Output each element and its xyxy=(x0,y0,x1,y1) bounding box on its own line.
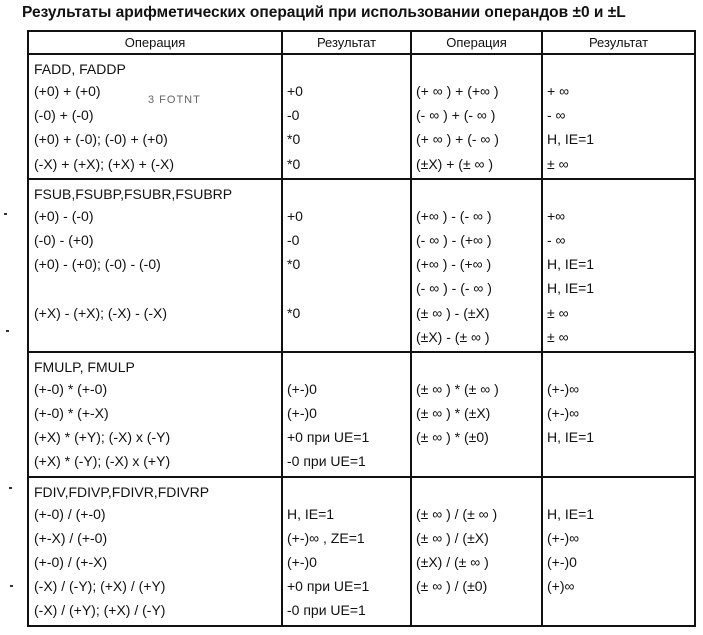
table-cell-line: (-X) + (+X); (+X) + (-X) xyxy=(34,155,175,172)
table-cell-line: H, IE=1 xyxy=(547,429,595,446)
table-cell-line: +0 xyxy=(287,207,303,224)
margin-mark xyxy=(6,330,9,332)
table-cell-line: ± ∞ xyxy=(547,155,569,172)
table-cell-line: (+-)∞ xyxy=(547,380,580,397)
group-name: FDIV,FDIVP,FDIVR,FDIVRP xyxy=(34,483,210,500)
table-cell-line: (- ∞ ) + (- ∞ ) xyxy=(416,107,496,124)
table-cell-line: (± ∞ ) / (±X) xyxy=(416,529,489,546)
table-cell-line: H, IE=1 xyxy=(287,505,335,522)
result-cell xyxy=(542,477,695,626)
table-cell-line: ± ∞ xyxy=(547,328,569,345)
table-cell-line: (+X) - (+X); (-X) - (-X) xyxy=(34,304,167,321)
table-cell-line: +0 при UE=1 xyxy=(287,429,370,446)
result-cell xyxy=(542,179,695,352)
table-cell-line: (+-)∞ xyxy=(547,405,580,422)
group-name-spacer xyxy=(547,59,690,79)
group-row xyxy=(28,352,695,477)
group-name-spacer xyxy=(416,357,537,377)
group-name-spacer xyxy=(287,357,406,377)
table-cell-line: (+)∞ xyxy=(547,578,575,595)
operation-cell xyxy=(411,352,542,477)
operation-cell xyxy=(411,477,542,626)
group-name-spacer xyxy=(287,59,406,79)
table-cell-line: (+-)0 xyxy=(287,380,317,397)
table-cell-line: +0 xyxy=(287,83,303,99)
result-cell xyxy=(542,352,695,477)
table-cell-line xyxy=(416,598,537,622)
header-result-1: Результат xyxy=(282,31,411,54)
group-row xyxy=(28,179,695,352)
table-cell-line: (+-X) / (+-0) xyxy=(34,529,108,546)
table-cell-line: (±X) / (± ∞ ) xyxy=(416,554,489,570)
operation-cell xyxy=(411,179,542,352)
table-cell-line: *0 xyxy=(287,256,301,273)
table-cell-line: (+-)∞ xyxy=(547,529,580,546)
header-operation-2: Операция xyxy=(411,31,542,54)
result-cell xyxy=(282,54,411,179)
table-cell-line: (-X) / (-Y); (+X) / (+Y) xyxy=(34,578,166,595)
table-cell-line: (+-)0 xyxy=(287,405,317,422)
table-cell-line: (+-0) / (+-X) xyxy=(34,554,108,570)
table-cell-line: (+0) + (+0) xyxy=(34,83,101,99)
table-cell-line: H, IE=1 xyxy=(547,280,595,297)
group-name-spacer xyxy=(547,482,690,502)
table-cell-line: (±X) + (± ∞ ) xyxy=(416,155,494,172)
header-row xyxy=(28,31,695,54)
group-name: FSUB,FSUBP,FSUBR,FSUBRP xyxy=(34,185,233,202)
table-cell-line: -0 xyxy=(287,107,300,124)
table-cell-line xyxy=(547,598,690,622)
table-cell-line: (+-)0 xyxy=(287,554,317,570)
group-name-spacer xyxy=(547,184,690,204)
operations-table xyxy=(27,30,696,627)
result-cell xyxy=(542,54,695,179)
table-cell-line: ± ∞ xyxy=(547,304,569,321)
operation-cell xyxy=(28,179,282,352)
table-cell-line: (± ∞ ) / (±0) xyxy=(416,578,488,595)
table-cell-line xyxy=(287,325,406,349)
table-cell-line xyxy=(34,325,277,349)
table-cell-line: (+∞ ) - (+∞ ) xyxy=(416,256,492,273)
table-cell-line: -0 xyxy=(287,231,300,248)
table-cell-line: (+-)0 xyxy=(547,554,577,570)
margin-mark xyxy=(9,487,12,489)
table-body xyxy=(28,54,695,626)
table-cell-line: (- ∞ ) - (- ∞ ) xyxy=(416,280,492,297)
table-cell-line: (+-0) * (+-X) xyxy=(34,405,109,422)
table-cell-line xyxy=(34,276,277,300)
table-cell-line: (+∞ ) - (- ∞ ) xyxy=(416,207,492,224)
operation-cell xyxy=(411,54,542,179)
table-cell-line: (-0) + (-0) xyxy=(34,107,94,124)
table-cell-line: (+ ∞ ) + (+∞ ) xyxy=(416,83,499,99)
result-cell xyxy=(282,477,411,626)
header-operation-1: Операция xyxy=(28,31,282,54)
table-cell-line: (+-)∞ , ZE=1 xyxy=(287,529,365,546)
table-cell-line: - ∞ xyxy=(547,231,566,248)
table-cell-line: - ∞ xyxy=(547,107,566,124)
operation-cell xyxy=(28,352,282,477)
margin-mark xyxy=(4,213,7,215)
table-cell-line: (+0) - (-0) xyxy=(34,207,94,224)
table-cell-line: *0 xyxy=(287,131,301,148)
result-cell xyxy=(282,179,411,352)
table-cell-line: (+-0) * (+-0) xyxy=(34,380,108,397)
table-cell-line: (± ∞ ) / (± ∞ ) xyxy=(416,505,498,522)
table-cell-line: -0 при UE=1 xyxy=(287,453,366,470)
table-cell-line: (+0) - (+0); (-0) - (-0) xyxy=(34,256,161,273)
margin-mark xyxy=(10,585,13,587)
table-cell-line xyxy=(416,449,537,473)
table-cell-line xyxy=(547,449,690,473)
table-cell-line: (± ∞ ) - (±X) xyxy=(416,304,490,321)
group-name: FMULP, FMULP xyxy=(34,358,135,375)
table-cell-line: (- ∞ ) - (+∞ ) xyxy=(416,231,492,248)
table-cell-line: (+ ∞ ) + (- ∞ ) xyxy=(416,131,499,148)
header-result-2: Результат xyxy=(542,31,695,54)
table-cell-line: H, IE=1 xyxy=(547,505,595,522)
page-title: Результаты арифметических операций при использовании операндов ±0 и ±L xyxy=(22,4,626,21)
group-name-spacer xyxy=(416,59,537,79)
table-cell-line: (+0) + (-0); (-0) + (+0) xyxy=(34,131,168,148)
group-row xyxy=(28,54,695,179)
table-cell-line: (-X) / (+Y); (+X) / (-Y) xyxy=(34,602,166,619)
table-cell-line: (-0) - (+0) xyxy=(34,231,94,248)
table-cell-line: H, IE=1 xyxy=(547,131,595,148)
group-name-spacer xyxy=(416,482,537,502)
table-cell-line: (+X) * (-Y); (-X) x (+Y) xyxy=(34,453,171,470)
table-cell-line: -0 при UE=1 xyxy=(287,602,366,619)
group-name-spacer xyxy=(287,184,406,204)
operation-cell xyxy=(28,477,282,626)
table-cell-line: (± ∞ ) * (± ∞ ) xyxy=(416,380,499,397)
table-cell-line: (+-0) / (+-0) xyxy=(34,505,106,522)
operation-cell xyxy=(28,54,282,179)
table-cell-line: (+X) * (+Y); (-X) x (-Y) xyxy=(34,429,171,446)
group-row xyxy=(28,477,695,626)
table-cell-line: *0 xyxy=(287,155,301,172)
result-cell xyxy=(282,352,411,477)
group-name-spacer xyxy=(547,357,690,377)
table-cell-line: (±X) - (± ∞ ) xyxy=(416,328,490,345)
table-cell-line xyxy=(287,276,406,300)
group-name: FADD, FADDP xyxy=(34,61,126,77)
table-cell-line: +0 при UE=1 xyxy=(287,578,370,595)
table-cell-line: (± ∞ ) * (±0) xyxy=(416,429,489,446)
table-cell-line: +∞ xyxy=(547,207,566,224)
group-name-spacer xyxy=(416,184,537,204)
table-cell-line: (± ∞ ) * (±X) xyxy=(416,405,491,422)
table-cell-line: H, IE=1 xyxy=(547,256,595,273)
table-cell-line: + ∞ xyxy=(547,83,570,99)
group-name-spacer xyxy=(287,482,406,502)
table-cell-line: *0 xyxy=(287,304,301,321)
stray-text: 3 FOTNT xyxy=(148,94,201,106)
